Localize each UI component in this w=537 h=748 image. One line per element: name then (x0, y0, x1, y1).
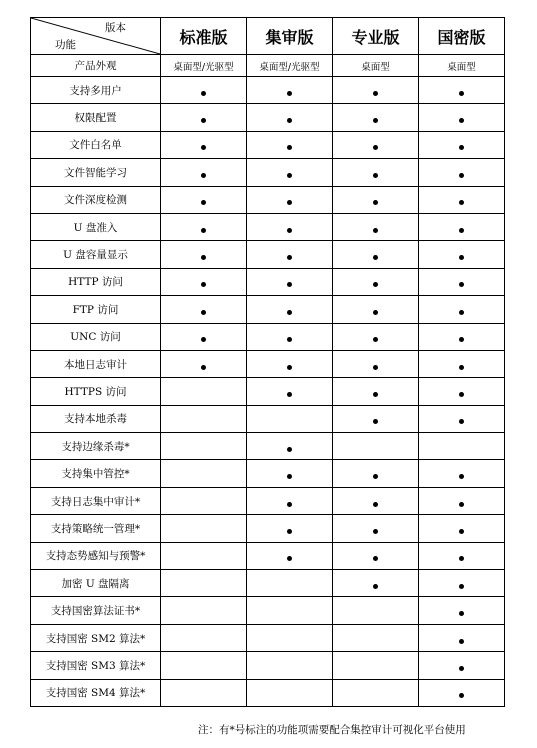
supported-dot-icon (287, 145, 292, 150)
edition-header-standard: 标准版 (161, 18, 247, 55)
support-cell (161, 570, 247, 597)
feature-label: HTTPS 访问 (31, 378, 161, 405)
supported-dot-icon (373, 529, 378, 534)
support-cell (333, 679, 419, 706)
support-cell (161, 597, 247, 624)
supported-dot-icon (459, 118, 464, 123)
support-cell (161, 405, 247, 432)
feature-label: 支持国密 SM4 算法* (31, 679, 161, 706)
supported-dot-icon (373, 310, 378, 315)
supported-dot-icon (373, 282, 378, 287)
table-row (31, 378, 505, 405)
support-cell (247, 186, 333, 213)
support-cell (247, 323, 333, 350)
corner-edition-label: 版本 (105, 22, 126, 34)
supported-dot-icon (373, 91, 378, 96)
supported-dot-icon (287, 255, 292, 260)
supported-dot-icon (459, 173, 464, 178)
support-cell (247, 378, 333, 405)
feature-label: 加密 U 盘隔离 (31, 570, 161, 597)
feature-label: UNC 访问 (31, 323, 161, 350)
header-row (31, 18, 505, 55)
feature-label: HTTP 访问 (31, 268, 161, 295)
table-row (31, 268, 505, 295)
diagonal-divider (31, 18, 160, 54)
support-cell (161, 241, 247, 268)
appearance-row (31, 55, 505, 77)
support-cell (419, 487, 505, 514)
support-cell (247, 433, 333, 460)
support-cell (333, 570, 419, 597)
feature-label: 支持边缘杀毒* (31, 433, 161, 460)
support-cell (161, 378, 247, 405)
supported-dot-icon (373, 556, 378, 561)
support-cell (161, 186, 247, 213)
supported-dot-icon (459, 666, 464, 671)
supported-dot-icon (373, 200, 378, 205)
support-cell (333, 77, 419, 104)
support-cell (333, 433, 419, 460)
appearance-label: 产品外观 (31, 55, 161, 77)
support-cell (333, 131, 419, 158)
support-cell (419, 296, 505, 323)
supported-dot-icon (287, 282, 292, 287)
footnote: 注：有*号标注的功能项需要配合集控审计可视化平台使用 (198, 724, 466, 736)
support-cell (419, 131, 505, 158)
supported-dot-icon (201, 337, 206, 342)
support-cell (419, 652, 505, 679)
supported-dot-icon (287, 556, 292, 561)
feature-label: U 盘容量显示 (31, 241, 161, 268)
supported-dot-icon (287, 474, 292, 479)
supported-dot-icon (373, 365, 378, 370)
support-cell (333, 624, 419, 651)
feature-label: FTP 访问 (31, 296, 161, 323)
appearance-value: 桌面型 (419, 55, 505, 77)
support-cell (247, 241, 333, 268)
support-cell (247, 213, 333, 240)
support-cell (161, 679, 247, 706)
feature-label: 文件深度检测 (31, 186, 161, 213)
supported-dot-icon (201, 228, 206, 233)
support-cell (247, 296, 333, 323)
support-cell (333, 213, 419, 240)
supported-dot-icon (287, 118, 292, 123)
supported-dot-icon (287, 502, 292, 507)
support-cell (161, 624, 247, 651)
support-cell (247, 487, 333, 514)
supported-dot-icon (459, 365, 464, 370)
supported-dot-icon (287, 173, 292, 178)
support-cell (419, 186, 505, 213)
support-cell (419, 241, 505, 268)
supported-dot-icon (201, 145, 206, 150)
support-cell (161, 542, 247, 569)
supported-dot-icon (459, 145, 464, 150)
support-cell (419, 433, 505, 460)
supported-dot-icon (373, 118, 378, 123)
support-cell (419, 323, 505, 350)
table-row (31, 570, 505, 597)
supported-dot-icon (373, 419, 378, 424)
support-cell (161, 104, 247, 131)
supported-dot-icon (373, 392, 378, 397)
supported-dot-icon (373, 584, 378, 589)
support-cell (247, 679, 333, 706)
supported-dot-icon (201, 282, 206, 287)
feature-label: 权限配置 (31, 104, 161, 131)
support-cell (247, 460, 333, 487)
supported-dot-icon (459, 337, 464, 342)
feature-label: 支持态势感知与预警* (31, 542, 161, 569)
table-row (31, 104, 505, 131)
appearance-value: 桌面型 (333, 55, 419, 77)
supported-dot-icon (287, 365, 292, 370)
table-row (31, 213, 505, 240)
support-cell (161, 487, 247, 514)
supported-dot-icon (287, 447, 292, 452)
table-row (31, 624, 505, 651)
table-row (31, 515, 505, 542)
table-row (31, 542, 505, 569)
table-row (31, 323, 505, 350)
supported-dot-icon (201, 200, 206, 205)
support-cell (419, 378, 505, 405)
support-cell (419, 77, 505, 104)
support-cell (247, 542, 333, 569)
supported-dot-icon (459, 255, 464, 260)
support-cell (333, 487, 419, 514)
supported-dot-icon (287, 529, 292, 534)
edition-header-audit: 集审版 (247, 18, 333, 55)
support-cell (333, 241, 419, 268)
supported-dot-icon (373, 337, 378, 342)
support-cell (333, 350, 419, 377)
feature-label: U 盘准入 (31, 213, 161, 240)
supported-dot-icon (459, 693, 464, 698)
support-cell (247, 652, 333, 679)
supported-dot-icon (287, 337, 292, 342)
support-cell (333, 597, 419, 624)
support-cell (247, 405, 333, 432)
support-cell (419, 268, 505, 295)
feature-label: 支持国密 SM2 算法* (31, 624, 161, 651)
table-row (31, 350, 505, 377)
supported-dot-icon (459, 502, 464, 507)
support-cell (419, 597, 505, 624)
support-cell (419, 350, 505, 377)
support-cell (333, 542, 419, 569)
supported-dot-icon (459, 584, 464, 589)
support-cell (333, 323, 419, 350)
support-cell (247, 268, 333, 295)
table-row (31, 652, 505, 679)
support-cell (333, 405, 419, 432)
support-cell (161, 323, 247, 350)
support-cell (247, 77, 333, 104)
table-row (31, 131, 505, 158)
table-row (31, 460, 505, 487)
corner-header-cell (31, 18, 161, 55)
support-cell (161, 350, 247, 377)
supported-dot-icon (459, 639, 464, 644)
supported-dot-icon (373, 228, 378, 233)
support-cell (333, 186, 419, 213)
table-row (31, 241, 505, 268)
support-cell (161, 296, 247, 323)
edition-header-national-crypto: 国密版 (419, 18, 505, 55)
table-row (31, 296, 505, 323)
support-cell (419, 542, 505, 569)
corner-feature-label: 功能 (55, 39, 76, 51)
table-row (31, 487, 505, 514)
support-cell (419, 515, 505, 542)
supported-dot-icon (373, 173, 378, 178)
support-cell (161, 131, 247, 158)
supported-dot-icon (459, 419, 464, 424)
support-cell (161, 159, 247, 186)
supported-dot-icon (459, 556, 464, 561)
feature-label: 支持集中管控* (31, 460, 161, 487)
support-cell (161, 652, 247, 679)
feature-label: 文件智能学习 (31, 159, 161, 186)
supported-dot-icon (459, 91, 464, 96)
supported-dot-icon (459, 200, 464, 205)
support-cell (333, 652, 419, 679)
table-row (31, 679, 505, 706)
support-cell (161, 213, 247, 240)
table-row (31, 405, 505, 432)
support-cell (419, 159, 505, 186)
support-cell (419, 570, 505, 597)
supported-dot-icon (459, 310, 464, 315)
support-cell (419, 460, 505, 487)
supported-dot-icon (201, 91, 206, 96)
support-cell (419, 213, 505, 240)
feature-label: 支持多用户 (31, 77, 161, 104)
table-row (31, 77, 505, 104)
support-cell (247, 159, 333, 186)
support-cell (247, 104, 333, 131)
supported-dot-icon (459, 228, 464, 233)
support-cell (161, 77, 247, 104)
supported-dot-icon (287, 228, 292, 233)
supported-dot-icon (201, 365, 206, 370)
feature-label: 文件白名单 (31, 131, 161, 158)
supported-dot-icon (459, 392, 464, 397)
supported-dot-icon (287, 200, 292, 205)
supported-dot-icon (459, 282, 464, 287)
supported-dot-icon (373, 145, 378, 150)
support-cell (333, 378, 419, 405)
support-cell (247, 350, 333, 377)
table-body (31, 18, 505, 707)
support-cell (419, 679, 505, 706)
supported-dot-icon (373, 474, 378, 479)
support-cell (333, 296, 419, 323)
support-cell (161, 460, 247, 487)
support-cell (419, 405, 505, 432)
supported-dot-icon (373, 255, 378, 260)
feature-comparison-table (30, 17, 505, 707)
feature-label: 支持国密 SM3 算法* (31, 652, 161, 679)
appearance-value: 桌面型/光驱型 (247, 55, 333, 77)
support-cell (333, 268, 419, 295)
supported-dot-icon (201, 173, 206, 178)
support-cell (419, 104, 505, 131)
support-cell (333, 159, 419, 186)
supported-dot-icon (287, 91, 292, 96)
support-cell (247, 624, 333, 651)
support-cell (161, 268, 247, 295)
supported-dot-icon (201, 310, 206, 315)
table-row (31, 433, 505, 460)
support-cell (247, 597, 333, 624)
support-cell (247, 515, 333, 542)
supported-dot-icon (201, 118, 206, 123)
support-cell (247, 570, 333, 597)
supported-dot-icon (287, 310, 292, 315)
support-cell (161, 515, 247, 542)
edition-header-professional: 专业版 (333, 18, 419, 55)
support-cell (161, 433, 247, 460)
support-cell (333, 460, 419, 487)
supported-dot-icon (459, 611, 464, 616)
supported-dot-icon (459, 474, 464, 479)
support-cell (333, 515, 419, 542)
supported-dot-icon (459, 529, 464, 534)
table-row (31, 597, 505, 624)
support-cell (333, 104, 419, 131)
supported-dot-icon (287, 392, 292, 397)
feature-label: 支持策略统一管理* (31, 515, 161, 542)
support-cell (419, 624, 505, 651)
appearance-value: 桌面型/光驱型 (161, 55, 247, 77)
feature-label: 本地日志审计 (31, 350, 161, 377)
table-row (31, 159, 505, 186)
feature-label: 支持日志集中审计* (31, 487, 161, 514)
feature-label: 支持本地杀毒 (31, 405, 161, 432)
feature-label: 支持国密算法证书* (31, 597, 161, 624)
supported-dot-icon (201, 255, 206, 260)
table-row (31, 186, 505, 213)
support-cell (247, 131, 333, 158)
supported-dot-icon (373, 502, 378, 507)
